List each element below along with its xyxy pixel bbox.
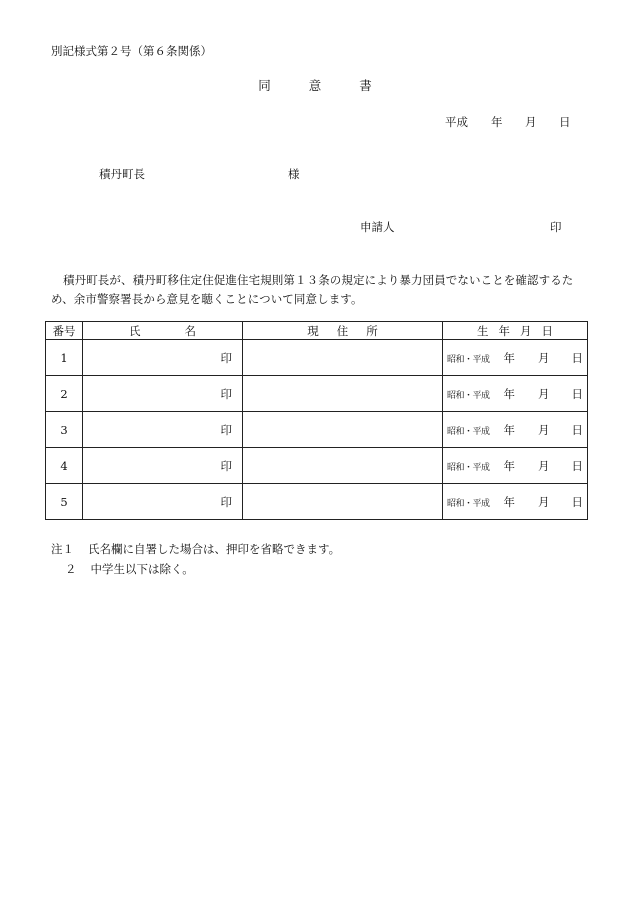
year-unit: 年: [503, 494, 516, 509]
header-name-char-2: 名: [184, 323, 196, 338]
header-number: 番号: [46, 322, 83, 340]
month-unit: 月: [538, 350, 550, 365]
note-1: [51, 542, 340, 556]
table-row: [46, 484, 588, 520]
document-title: [0, 79, 630, 93]
header-address-char-2: 住: [336, 323, 349, 338]
header-address-char-3: 所: [366, 323, 378, 338]
date-day-unit: 日: [559, 115, 571, 129]
table-row: [46, 412, 588, 448]
name-field[interactable]: [83, 448, 243, 484]
month-unit: 月: [538, 386, 550, 401]
date-month-unit: 月: [525, 115, 537, 129]
title-char-3: 書: [359, 78, 372, 93]
recipient-honorific: 様: [288, 167, 300, 181]
row-number: 3: [46, 412, 83, 448]
consent-text: 積丹町長が、積丹町移住定住促進住宅規則第１３条の規定により暴力団員でないことを確認するため、余市警察署長から意見を聴くことについて同意します。: [51, 273, 574, 306]
recipient-name: 積丹町長: [99, 167, 145, 181]
row-number: 1: [46, 340, 83, 376]
month-unit: 月: [538, 458, 550, 473]
date-year-unit: 年: [491, 115, 503, 129]
day-unit: 日: [571, 494, 584, 509]
form-number: 別記様式第２号（第６条関係）: [51, 44, 212, 58]
seal-mark: 印: [220, 350, 232, 365]
row-number: 2: [46, 376, 83, 412]
birthdate-field[interactable]: [443, 484, 588, 520]
note-2-text: 中学生以下は除く。: [90, 562, 194, 576]
seal-mark: 印: [220, 386, 232, 401]
seal-mark: 印: [220, 422, 232, 437]
birthdate-field[interactable]: [443, 412, 588, 448]
address-field[interactable]: [243, 340, 443, 376]
row-number: 5: [46, 484, 83, 520]
month-unit: 月: [538, 494, 550, 509]
era-choice: 昭和・平成: [447, 354, 490, 365]
applicant-seal: 印: [550, 220, 562, 234]
note-1-label: 注１: [51, 542, 74, 556]
table-row: [46, 376, 588, 412]
header-birth-char-2: 年: [498, 323, 510, 338]
era-choice: 昭和・平成: [447, 462, 490, 473]
header-name: [83, 322, 243, 340]
title-char-2: 意: [308, 78, 322, 93]
birthdate-field[interactable]: [443, 340, 588, 376]
title-char-1: 同: [258, 78, 271, 93]
consenter-table: [45, 321, 588, 520]
year-unit: 年: [503, 422, 516, 437]
note-2-label: ２: [65, 562, 77, 576]
era-choice: 昭和・平成: [447, 426, 490, 437]
header-birth-char-1: 生: [477, 323, 489, 338]
note-2: [51, 562, 194, 576]
birthdate-field[interactable]: [443, 448, 588, 484]
header-birth-char-3: 月: [520, 323, 532, 338]
table-header-row: [46, 322, 588, 340]
address-field[interactable]: [243, 412, 443, 448]
address-field[interactable]: [243, 484, 443, 520]
name-field[interactable]: [83, 484, 243, 520]
year-unit: 年: [503, 350, 516, 365]
note-1-text: 氏名欄に自署した場合は、押印を省略できます。: [88, 542, 341, 556]
table-row: [46, 448, 588, 484]
applicant-label: 申請人: [360, 220, 395, 234]
month-unit: 月: [538, 422, 550, 437]
address-field[interactable]: [243, 376, 443, 412]
seal-mark: 印: [220, 458, 232, 473]
year-unit: 年: [503, 386, 516, 401]
header-name-char-1: 氏: [129, 323, 141, 338]
address-field[interactable]: [243, 448, 443, 484]
header-address-char-1: 現: [307, 323, 319, 338]
header-birth: [443, 322, 588, 340]
name-field[interactable]: [83, 376, 243, 412]
date-line: [445, 115, 573, 129]
table-row: [46, 340, 588, 376]
day-unit: 日: [571, 458, 584, 473]
day-unit: 日: [571, 386, 584, 401]
seal-mark: 印: [220, 494, 232, 509]
header-birth-char-4: 日: [541, 323, 553, 338]
date-era: 平成: [445, 115, 468, 129]
year-unit: 年: [503, 458, 516, 473]
birthdate-field[interactable]: [443, 376, 588, 412]
era-choice: 昭和・平成: [447, 390, 490, 401]
name-field[interactable]: [83, 412, 243, 448]
header-address: [243, 322, 443, 340]
row-number: 4: [46, 448, 83, 484]
day-unit: 日: [571, 350, 584, 365]
era-choice: 昭和・平成: [447, 498, 490, 509]
name-field[interactable]: [83, 340, 243, 376]
day-unit: 日: [571, 422, 584, 437]
